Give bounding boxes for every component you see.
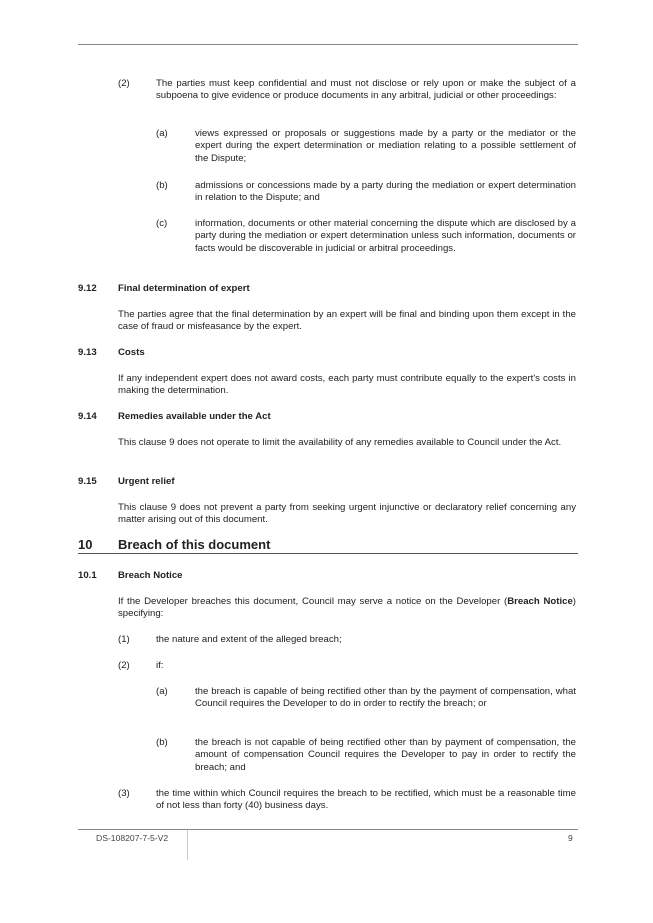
defined-term: Breach Notice	[507, 596, 573, 607]
section-number: 9.14	[78, 411, 97, 422]
clause-heading: Breach of this document	[118, 537, 271, 552]
paragraph-text: This clause 9 does not prevent a party from seeking urgent injunctive or declaratory relief concerning any matter arising out of this document.	[118, 502, 576, 526]
paragraph-text: If any independent expert does not award costs, each party must contribute equally to the expert's costs in making the determination.	[118, 373, 576, 397]
item-number: (2)	[118, 78, 130, 89]
item-number: (b)	[156, 180, 168, 191]
item-number: (3)	[118, 788, 130, 799]
item-number: (a)	[156, 128, 168, 139]
paragraph-text: the breach is not capable of being rectified other than by payment of compensation, the amount of compensation Council requires the Developer to pay in order to rectify the breach; and	[195, 737, 576, 773]
paragraph-text: The parties agree that the final determination by an expert will be final and binding upon them except in the case of fraud or misfeasance by the expert.	[118, 309, 576, 333]
section-heading: Remedies available under the Act	[118, 411, 271, 422]
paragraph-text: the time within which Council requires the breach to be rectified, which must be a reasonable time of not less than forty (40) business days.	[156, 788, 576, 812]
clause-number: 10	[78, 537, 93, 552]
paragraph-text: The parties must keep confidential and must not disclose or rely upon or make the subject of a subpoena to give evidence or produce documents in any arbitral, judicial or other proceedings:	[156, 78, 576, 102]
section-heading: Final determination of expert	[118, 283, 250, 294]
section-heading: Costs	[118, 347, 145, 358]
item-number: (1)	[118, 634, 130, 645]
section-number: 9.15	[78, 476, 97, 487]
paragraph-text: the nature and extent of the alleged breach;	[156, 634, 342, 645]
header-rule	[78, 44, 578, 45]
section-heading: Breach Notice	[118, 570, 183, 581]
item-number: (2)	[118, 660, 130, 671]
item-number: (c)	[156, 218, 168, 229]
footer-divider	[187, 830, 188, 860]
item-number: (b)	[156, 737, 168, 748]
paragraph-text: views expressed or proposals or suggestions made by a party or the mediator or the expert during the expert determination or mediation relating to a possible settlement of the Dispute;	[195, 128, 576, 164]
paragraph-text	[118, 596, 576, 621]
item-number: (a)	[156, 686, 168, 697]
section-number: 10.1	[78, 570, 97, 581]
document-reference: DS-108207-7-5-V2	[96, 833, 169, 843]
paragraph-text: if:	[156, 660, 164, 671]
text-run: If the Developer breaches this document, Council may serve a notice on the Developer (	[118, 596, 508, 607]
clause-heading-rule	[78, 553, 578, 554]
paragraph-text: This clause 9 does not operate to limit the availability of any remedies available to Council under the Act.	[118, 437, 562, 448]
paragraph-text: admissions or concessions made by a party during the mediation or expert determination in relation to the Dispute; and	[195, 180, 576, 204]
section-number: 9.12	[78, 283, 97, 294]
text-run: ) specifying:	[118, 596, 576, 620]
page-number: 9	[568, 833, 573, 843]
section-number: 9.13	[78, 347, 97, 358]
section-heading: Urgent relief	[118, 476, 175, 487]
paragraph-text: the breach is capable of being rectified other than by the payment of compensation, what Council requires the Developer to do in order to rectify the breach; or	[195, 686, 576, 710]
paragraph-text: information, documents or other material concerning the dispute which are disclosed by a party during the mediation or expert determination unless such information, documents or facts would be discoverable in judicial or arbitral proceedings.	[195, 218, 576, 254]
footer-rule	[78, 829, 578, 830]
